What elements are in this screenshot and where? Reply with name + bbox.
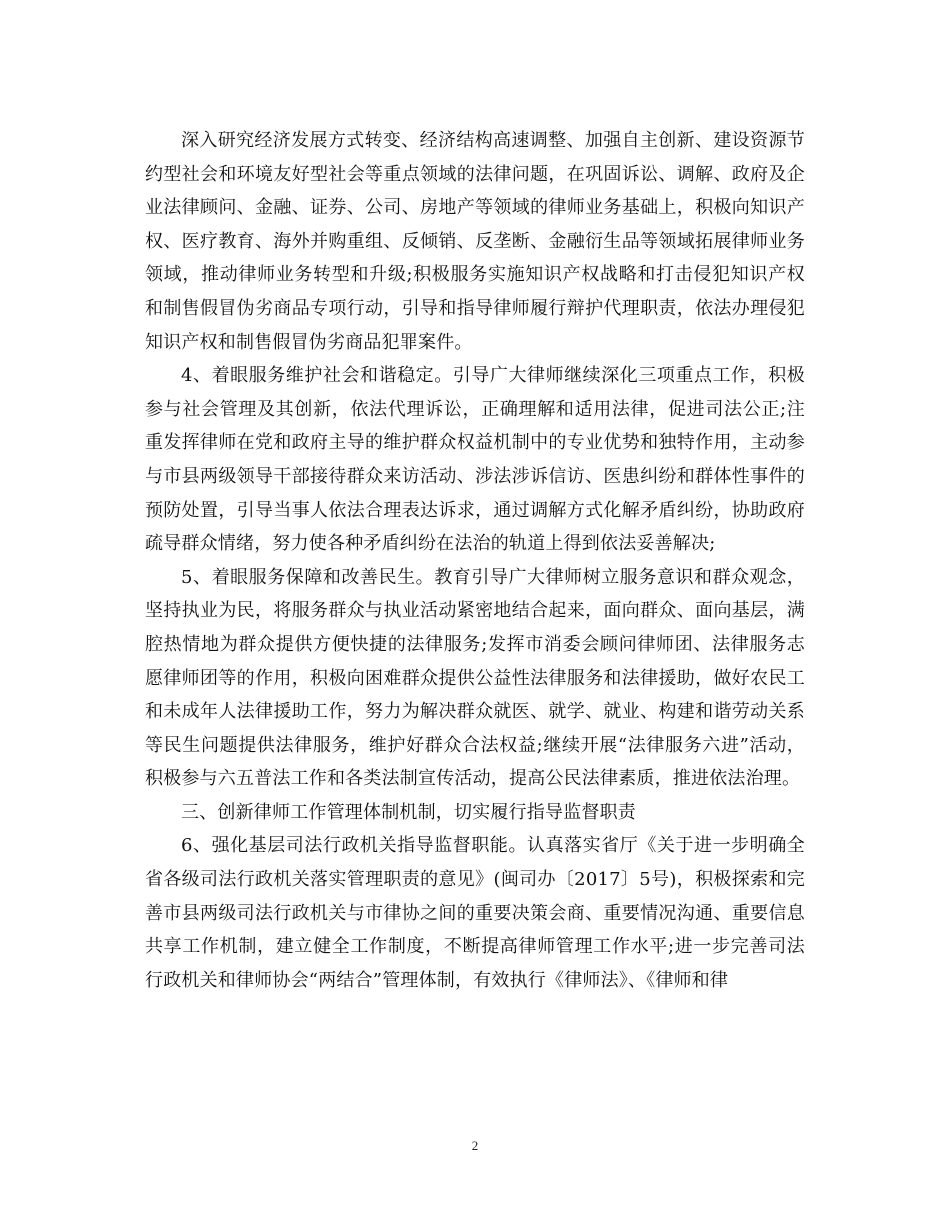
page-number: 2 bbox=[471, 1138, 479, 1153]
section-heading: 三、创新律师工作管理体制机制，切实履行指导监督职责 bbox=[181, 801, 636, 823]
paragraph-2: 4、着眼服务维护社会和谐稳定。引导广大律师继续深化三项重点工作，积极参与社会管理及其创新，依法代理诉讼，正确理解和适用法律，促进司法公正;注重发挥律师在党和政府主导的维护群众权益机制中的专业优势和独特作用，主动参与市县两级领导干部接待群众来访活动、涉法涉诉信访、医患纠纷和群体性事件的预防处置，引导当事人依法合理表达诉求，通过调解方式化解矛盾纠纷，协助政府疏导群众情绪，努力使各种矛盾纠纷在法治的轨道上得到依法妥善解决; bbox=[145, 365, 805, 555]
paragraph-4: 6、强化基层司法行政机关指导监督职能。认真落实省厅《关于进一步明确全省各级司法行政机关落实管理职责的意见》(闽司办〔2017〕5号)，积极探索和完善市县两级司法行政机关与市律协之间的重要决策会商、重要情况沟通、重要信息共享工作机制，建立健全工作制度，不断提高律师管理工作水平;进一步完善司法行政机关和律师协会“两结合”管理体制，有效执行《律师法》、《律师和律 bbox=[145, 835, 805, 991]
document-body bbox=[145, 124, 805, 997]
paragraph-1: 深入研究经济发展方式转变、经济结构高速调整、加强自主创新、建设资源节约型社会和环境友好型社会等重点领域的法律问题，在巩固诉讼、调解、政府及企业法律顾问、金融、证券、公司、房地产等领域的律师业务基础上，积极向知识产权、医疗教育、海外并购重组、反倾销、反垄断、金融衍生品等领域拓展律师业务领域，推动律师业务转型和升级;积极服务实施知识产权战略和打击侵犯知识产权和制售假冒伪劣商品专项行动，引导和指导律师履行辩护代理职责，依法办理侵犯知识产权和制售假冒伪劣商品犯罪案件。 bbox=[145, 130, 805, 353]
paragraph-3: 5、着眼服务保障和改善民生。教育引导广大律师树立服务意识和群众观念，坚持执业为民，将服务群众与执业活动紧密地结合起来，面向群众、面向基层，满腔热情地为群众提供方便快捷的法律服务;发挥市消委会顾问律师团、法律服务志愿律师团等的作用，积极向困难群众提供公益性法律服务和法律援助，做好农民工和未成年人法律援助工作，努力为解决群众就医、就学、就业、构建和谐劳动关系等民生问题提供法律服务，维护好群众合法权益;继续开展“法律服务六进”活动，积极参与六五普法工作和各类法制宣传活动，提高公民法律素质，推进依法治理。 bbox=[145, 566, 805, 790]
